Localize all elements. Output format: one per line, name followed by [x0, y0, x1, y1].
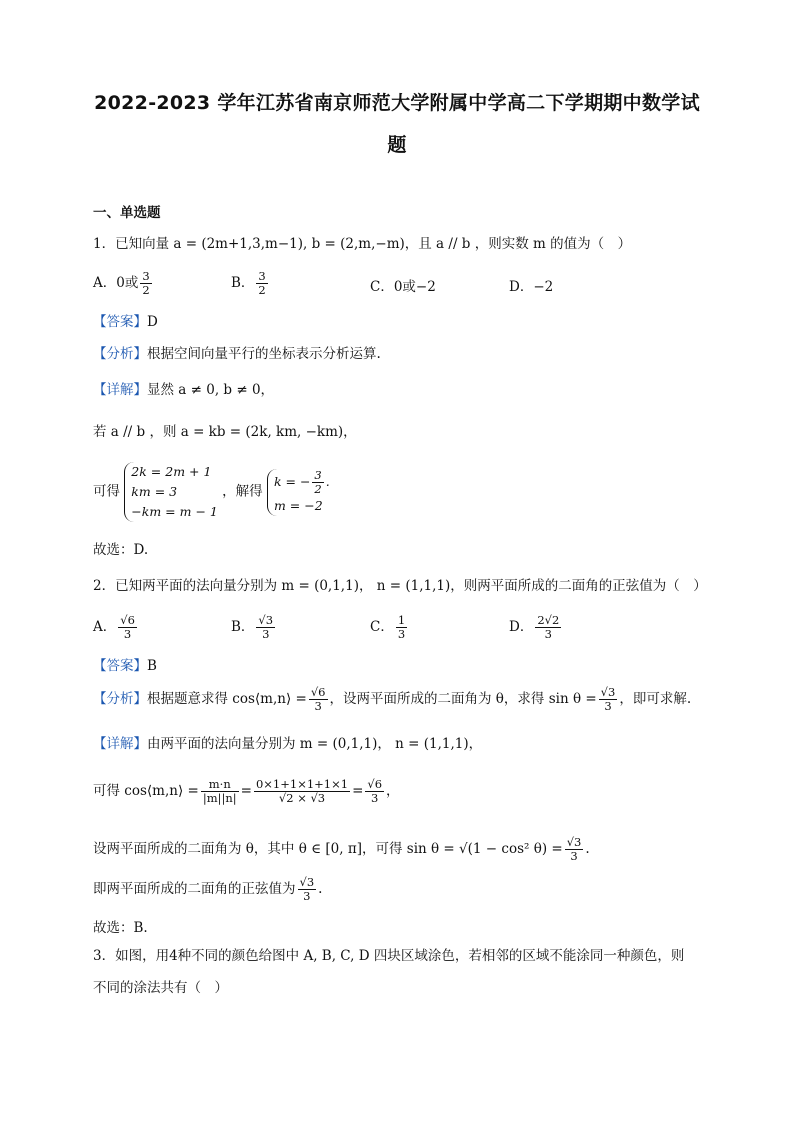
q1-answer	[93, 312, 158, 332]
q1-option-b-fraction: $\frac{3}{2}$	[258, 269, 266, 297]
q2-answer-value: B	[147, 658, 157, 674]
q1-option-b-text: B．	[231, 275, 255, 291]
q1-option-a-fraction: $\frac{3}{2}$	[142, 269, 150, 297]
section-heading: 一、单选题	[93, 205, 161, 221]
q1-detail-tag: 【详解】	[93, 382, 147, 398]
q1-answer-value: D	[147, 314, 158, 330]
q1-analysis	[93, 344, 381, 364]
document-title-line2: 题	[387, 134, 407, 156]
q2-stem: 2．已知两平面的法向量分别为 m = (0,1,1)， n = (1,1,1)，则两平面所成的二面角的正弦值为（ ）	[93, 578, 707, 594]
q2-detail-line1: 由两平面的法向量分别为 m = (0,1,1)， n = (1,1,1)，	[147, 736, 483, 752]
q2-option-b: B． $\frac{√3}{3}$	[231, 613, 274, 641]
q1-equation-system	[124, 462, 218, 522]
q1-option-a	[93, 270, 154, 297]
q2-detail-line3: 设两平面所成的二面角为 θ，其中 θ ∈ [0, π]，可得 sin θ = √(1 − cos² θ) = $\frac{√3}{3}$ .	[93, 835, 590, 863]
q1-system-eq2: km = 3	[131, 484, 178, 499]
q1-detail-line2: 若 a // b ，则 a = kb = (2k, km, −km)，	[93, 424, 357, 440]
q1-option-c: C．0或−2	[370, 279, 436, 295]
q3-stem-line1: 3．如图，用4种不同的颜色给图中 A, B, C, D 四块区域涂色，若相邻的区域不能涂同一种颜色，则	[93, 948, 685, 964]
q2-option-a: A． $\frac{√6}{3}$	[93, 613, 135, 641]
q1-system-eq1: 2k = 2m + 1	[131, 464, 212, 479]
q1-conclusion: 故选：D.	[93, 542, 149, 558]
q2-option-d: D． $\frac{2√2}{3}$	[509, 613, 560, 641]
q1-solution-m: m = −2	[273, 497, 323, 513]
document-title-line1: 2022-2023 学年江苏省南京师范大学附属中学高二下学期期中数学试	[94, 92, 700, 114]
q2-answer: 【答案】B	[93, 658, 157, 674]
q2-conclusion: 故选：B.	[93, 920, 148, 936]
q1-system-eq3: −km = m − 1	[131, 504, 218, 519]
q2-analysis: 【分析】根据题意求得 cos⟨m,n⟩ = $\frac{√6}{3}$ ，设两平面所成的二面角为 θ，求得 sin θ = $\frac{√3}{3}$ ，即可求解.	[93, 685, 692, 713]
q3-stem-line2: 不同的涂法共有（ ）	[93, 980, 228, 996]
q1-detail-line1: 显然 a ≠ 0, b ≠ 0，	[147, 382, 275, 398]
q2-detail-line2: 可得 cos⟨m,n⟩ = $\frac{m\cdot n}{|m||n|}$ = $\frac{0\times 1+1\times 1+1\times 1}{√2 \times √3}$ = $\frac{√6}{3}$ ，	[93, 777, 400, 805]
q1-detail3-pre: 可得	[93, 483, 120, 500]
q1-detail	[93, 380, 274, 400]
q1-detail3-mid: ，解得	[222, 483, 263, 500]
q2-detail-line4: 即两平面所成的二面角的正弦值为 $\frac{√3}{3}$ .	[93, 875, 323, 903]
q2-detail: 【详解】由两平面的法向量分别为 m = (0,1,1)， n = (1,1,1)，	[93, 736, 483, 752]
q1-option-a-text: A．0或	[93, 275, 139, 291]
q1-stem: 1．已知向量 a = (2m+1,3,m−1), b = (2,m,−m)，且 a // b ，则实数 m 的值为（ ）	[93, 236, 632, 252]
q1-analysis-tag: 【分析】	[93, 346, 147, 362]
q2-option-c: C． $\frac{1}{3}$	[370, 613, 406, 641]
q1-solution-k: k = − $\frac{3}{2}$ .	[273, 467, 330, 496]
q1-answer-tag: 【答案】	[93, 314, 147, 330]
q1-detail-line3	[93, 462, 330, 522]
q1-solution-system	[267, 469, 330, 516]
q1-option-b	[231, 270, 270, 297]
q1-option-d: D．−2	[509, 279, 554, 295]
q1-analysis-text: 根据空间向量平行的坐标表示分析运算.	[147, 346, 381, 362]
